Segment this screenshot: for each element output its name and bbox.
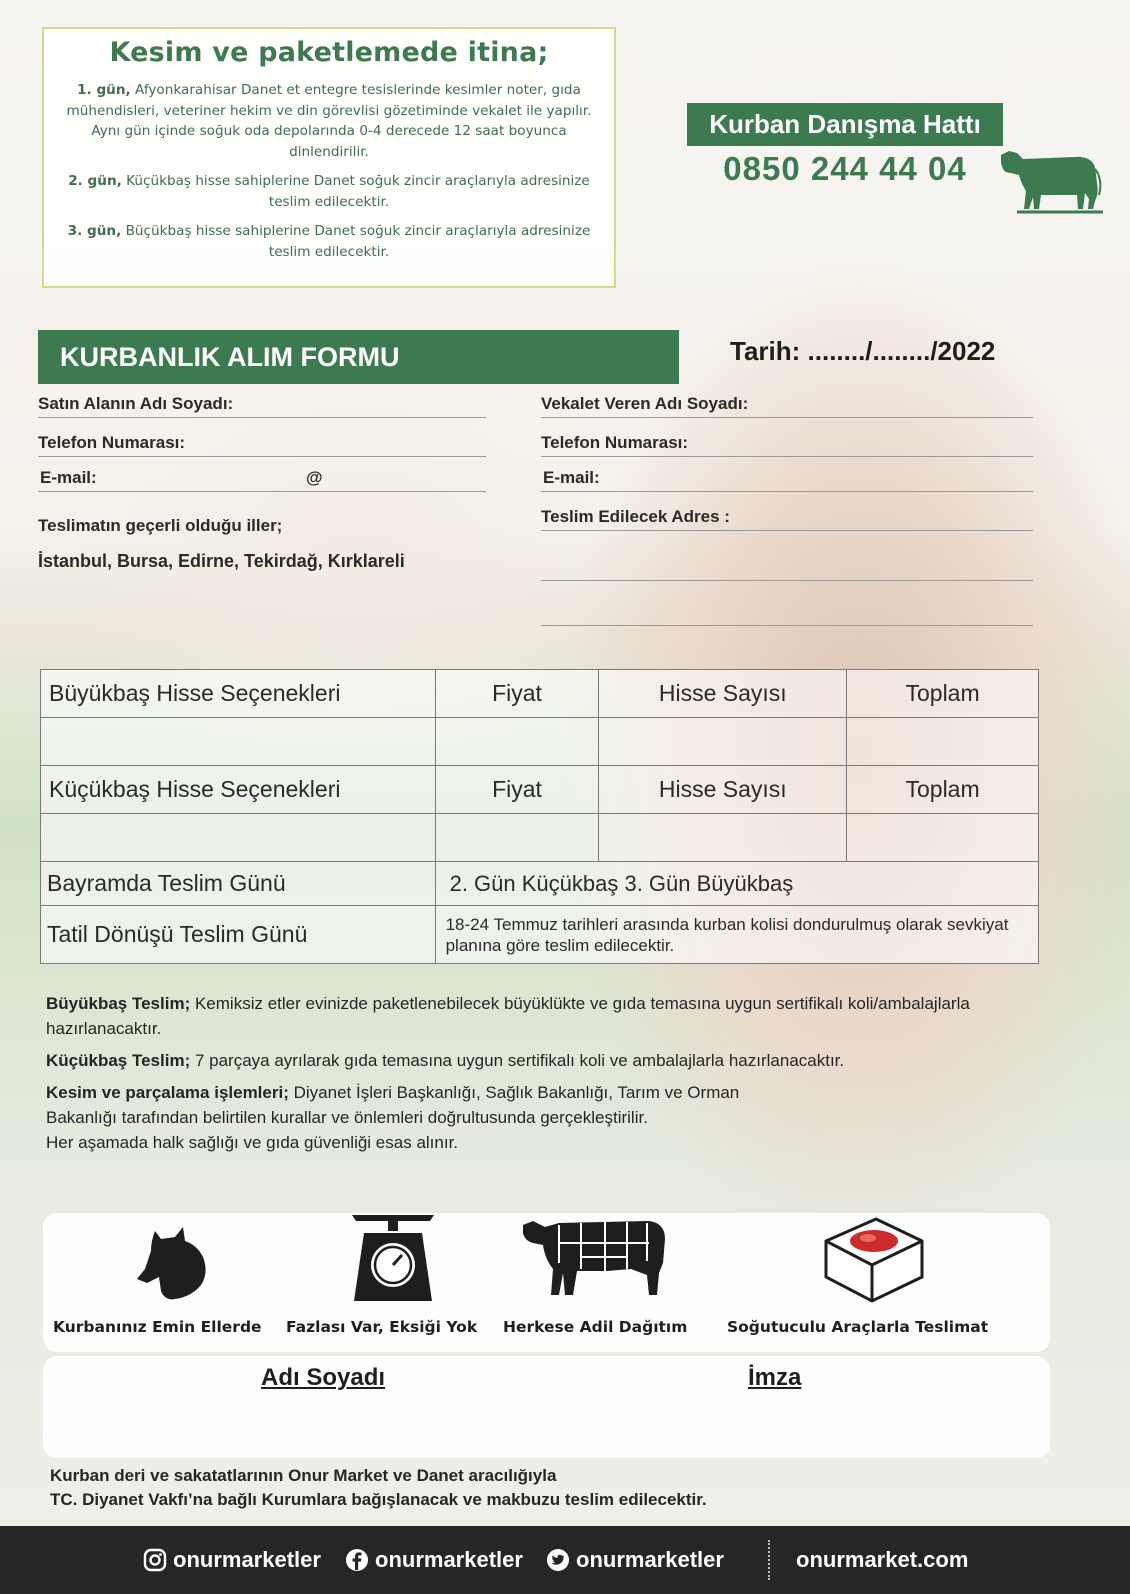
info-day1-text: Afyonkarahisar Danet et entegre tesislerinde kesimler noter, gıda mühendisleri, veteriner hekim ve din görevlisi gözetiminde vekalet ile yapılır. Aynı gün içinde soğuk oda depolarında 0-4 derecede 12 saat boyunca dinlendirilir. [66,82,592,160]
signature-name-field[interactable] [143,1400,503,1452]
email-at-sign: @ [306,468,323,487]
proxy-phone-field[interactable] [541,432,1033,457]
info-day3-label: 3. gün, [67,223,122,239]
instagram-icon [143,1548,167,1572]
cow-cuts-icon [519,1213,669,1299]
small-shares-cell[interactable] [599,814,847,862]
footer-divider [768,1540,770,1580]
table-row [41,814,1039,862]
feature-label: Herkese Adil Dağıtım [503,1318,688,1336]
buyer-phone-field[interactable] [38,432,486,457]
note-cut-text: Diyanet İşleri Başkanlığı, Sağlık Bakanlığı, Tarım ve Orman [293,1083,740,1102]
cow-head-icon [125,1223,215,1305]
address-field[interactable] [541,506,1033,531]
info-day2-text: Küçükbaş hisse sahiplerine Danet soğuk zincir araçlarıyla adresinize teslim edilecektir. [126,173,590,210]
small-price-header: Fiyat [435,766,599,814]
note-small [46,1048,1036,1073]
note-cut-label: Kesim ve parçalama işlemleri; [46,1083,289,1102]
table-row [41,718,1039,766]
delivery-notes [46,991,1036,1155]
proxy-name-field[interactable] [541,393,1033,418]
feature-label: Fazlası Var, Eksiği Yok [286,1318,478,1336]
form-title: KURBANLIK ALIM FORMU [38,330,679,384]
buyer-name-field[interactable] [38,393,486,418]
feature-label: Kurbanınız Emin Ellerde [53,1318,262,1336]
cow-icon [995,143,1105,218]
table-row [41,670,1039,718]
table-row [41,766,1039,814]
address-line-3[interactable] [541,625,1033,626]
scale-icon [344,1209,442,1305]
buyer-email-label: E-mail: [40,468,97,487]
donation-line-2: TC. Diyanet Vakfı’na bağlı Kurumlara bağışlanacak ve makbuzu teslim edilecektir. [50,1490,707,1509]
note-big [46,991,1036,1041]
footer [0,1526,1130,1594]
hotline-label: Kurban Danışma Hattı [687,103,1003,146]
small-shares-header: Hisse Sayısı [599,766,847,814]
facebook-link[interactable] [345,1546,523,1574]
signature-sign-label: İmza [748,1364,802,1391]
feature-label: Soğutuculu Araçlarla Teslimat [727,1318,989,1336]
table-row [41,862,1039,906]
return-delivery-label: Tatil Dönüşü Teslim Günü [41,906,436,964]
address-line-2[interactable] [541,580,1033,581]
small-total-cell[interactable] [847,814,1039,862]
twitter-link[interactable] [546,1546,724,1574]
proxy-name-label: Vekalet Veren Adı Soyadı: [541,394,749,413]
big-shares-cell[interactable] [599,718,847,766]
big-options-label: Büyükbaş Hisse Seçenekleri [41,670,436,718]
note-big-text: Kemiksiz etler evinizde paketlenebilecek büyüklükte ve gıda temasına uygun sertifikalı koli/ambalajlarla hazırlanacaktır. [46,994,970,1038]
instagram-link[interactable] [143,1546,321,1574]
return-delivery-value: 18-24 Temmuz tarihleri arasında kurban kolisi dondurulmuş olarak sevkiyat planına göre teslim edilecektir. [435,906,1038,964]
date-field[interactable]: Tarih: ......../......../2022 [730,336,996,366]
proxy-email-field[interactable] [541,467,1033,492]
note-cut [46,1080,1036,1105]
buyer-name-label: Satın Alanın Adı Soyadı: [38,394,234,413]
slaughter-info-box [42,27,616,288]
note-small-text: 7 parçaya ayrılarak gıda temasına uygun sertifikalı koli ve ambalajlarla hazırlanacaktır. [194,1051,845,1070]
note-small-label: Küçükbaş Teslim; [46,1051,191,1070]
big-price-cell[interactable] [435,718,599,766]
note-cut-text-3: Her aşamada halk sağlığı ve gıda güvenliği esas alınır. [46,1133,459,1152]
info-title: Kesim ve paketlemede itina; [109,37,549,68]
proxy-phone-label: Telefon Numarası: [541,433,689,452]
small-option-cell[interactable] [41,814,436,862]
cooler-box-icon [818,1207,928,1305]
instagram-handle: onurmarketler [173,1547,321,1572]
cities-label: Teslimatın geçerli olduğu iller; [38,516,283,535]
info-day1 [66,80,592,162]
facebook-icon [345,1548,369,1572]
twitter-icon [546,1548,570,1572]
holiday-delivery-value: 2. Gün Küçükbaş 3. Gün Büyükbaş [435,862,1038,906]
buyer-phone-label: Telefon Numarası: [38,433,186,452]
cities-value: İstanbul, Bursa, Edirne, Tekirdağ, Kırklareli [38,551,405,571]
signature-sign-field[interactable] [643,1400,963,1452]
big-total-header: Toplam [847,670,1039,718]
hotline-number[interactable]: 0850 244 44 04 [723,150,967,187]
info-day2 [66,171,592,212]
twitter-handle: onurmarketler [576,1547,724,1572]
note-cut-text-2: Bakanlığı tarafından belirtilen kurallar ve önlemleri doğrultusunda gerçekleştirilir. [46,1108,648,1127]
proxy-email-label: E-mail: [543,468,600,487]
big-total-cell[interactable] [847,718,1039,766]
holiday-delivery-label: Bayramda Teslim Günü [41,862,436,906]
donation-line-1: Kurban deri ve sakatatlarının Onur Market ve Danet aracılığıyla [50,1466,557,1485]
donation-note [50,1464,1010,1512]
small-price-cell[interactable] [435,814,599,862]
note-big-label: Büyükbaş Teslim; [46,994,191,1013]
info-day3-text: Büçükbaş hisse sahiplerine Danet soğuk zincir araçlarıyla adresinize teslim edilecektir. [125,223,591,260]
big-option-cell[interactable] [41,718,436,766]
features-panel [43,1213,1050,1352]
website-link[interactable]: onurmarket.com [796,1547,969,1572]
small-total-header: Toplam [847,766,1039,814]
info-day2-label: 2. gün, [68,173,122,189]
signature-name-label: Adı Soyadı [261,1364,386,1391]
big-price-header: Fiyat [435,670,599,718]
info-day3 [66,221,592,262]
buyer-email-field[interactable] [38,467,486,492]
signature-panel [43,1356,1050,1458]
table-row [41,906,1039,964]
address-label: Teslim Edilecek Adres : [541,507,730,526]
facebook-handle: onurmarketler [375,1547,523,1572]
info-day1-label: 1. gün, [77,82,131,98]
big-shares-header: Hisse Sayısı [599,670,847,718]
small-options-label: Küçükbaş Hisse Seçenekleri [41,766,436,814]
share-options-table [40,669,1039,964]
